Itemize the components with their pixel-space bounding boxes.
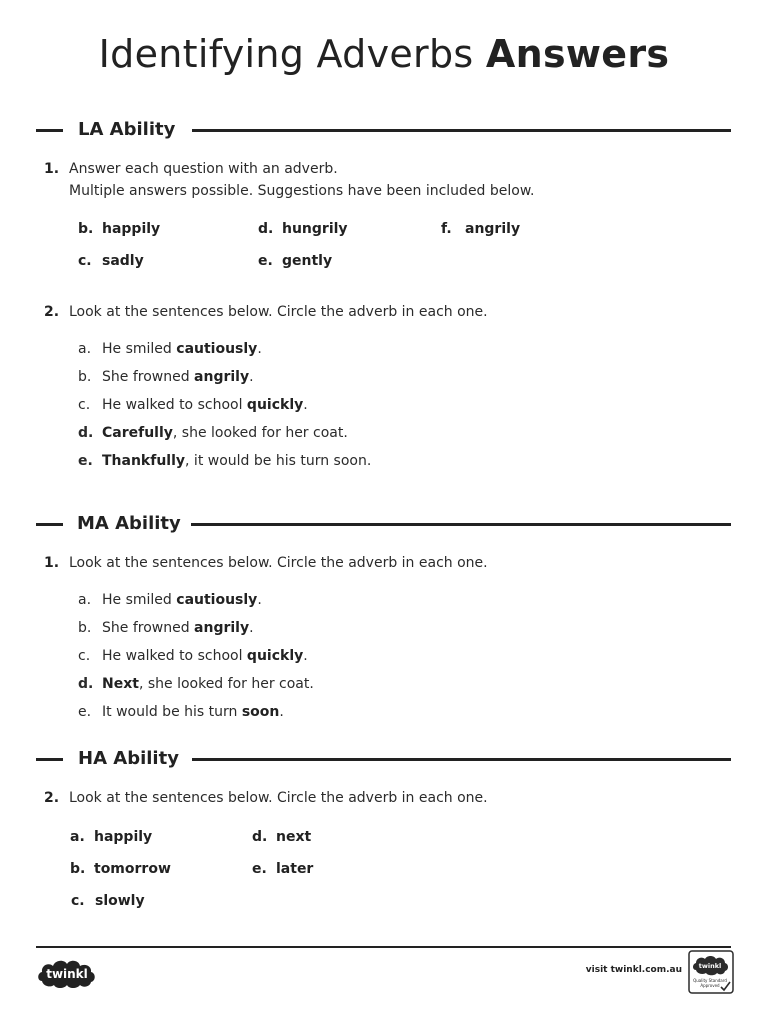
sentence-item: b. She frowned angrily.	[78, 369, 254, 385]
heading-lead-line	[36, 129, 63, 132]
la-section-heading	[36, 116, 731, 146]
svg-text:twinkl: twinkl	[698, 962, 722, 970]
sentence-item: c. He walked to school quickly.	[78, 397, 308, 413]
answer-item: a. happily	[70, 829, 153, 845]
sentence-item: e. It would be his turn soon.	[78, 704, 284, 720]
heading-rule	[192, 758, 731, 761]
ma-section-heading	[36, 510, 731, 540]
sentence-item: a. He smiled cautiously.	[78, 341, 262, 357]
answer-item: d. hungrily	[258, 221, 348, 237]
question-number: 1.	[44, 555, 60, 571]
svg-text:Approved: Approved	[700, 983, 720, 988]
la-question-1	[44, 161, 534, 199]
svg-text:twinkl: twinkl	[46, 967, 88, 981]
section-title: MA Ability	[77, 513, 181, 534]
question-number: 2.	[44, 790, 60, 806]
question-text: Look at the sentences below. Circle the adverb in each one.	[69, 304, 488, 320]
ma-question-1	[44, 555, 488, 571]
sentence-item: b. She frowned angrily.	[78, 620, 254, 636]
answer-item: b. tomorrow	[70, 861, 171, 877]
svg-text:Quality Standard: Quality Standard	[693, 978, 727, 983]
sentence-item: e. Thankfully, it would be his turn soon.	[78, 453, 372, 469]
answer-item: c. slowly	[71, 893, 145, 909]
question-number: 1.	[44, 161, 60, 177]
sentence-item: a. He smiled cautiously.	[78, 592, 262, 608]
heading-rule	[191, 523, 731, 526]
heading-lead-line	[36, 523, 63, 526]
answer-item: e. gently	[258, 253, 333, 269]
question-text: Look at the sentences below. Circle the adverb in each one.	[69, 790, 488, 806]
sentence-item: c. He walked to school quickly.	[78, 648, 308, 664]
question-text: Answer each question with an adverb.	[69, 161, 338, 177]
question-text-line2: Multiple answers possible. Suggestions have been included below.	[69, 183, 535, 199]
answer-item: f. angrily	[441, 221, 521, 237]
answer-item: b. happily	[78, 221, 161, 237]
footer-rule	[36, 946, 731, 948]
page-title: Identifying Adverbs Answers	[98, 32, 670, 76]
ha-question-2	[44, 790, 488, 806]
question-text: Look at the sentences below. Circle the adverb in each one.	[69, 555, 488, 571]
question-number: 2.	[44, 304, 60, 320]
heading-rule	[192, 129, 731, 132]
heading-lead-line	[36, 758, 63, 761]
answer-item: d. next	[252, 829, 312, 845]
la-question-2	[44, 304, 488, 320]
section-title: LA Ability	[78, 119, 176, 140]
sentence-item: d. Next, she looked for her coat.	[78, 676, 314, 692]
ha-section-heading	[36, 745, 731, 775]
quality-badge	[688, 950, 734, 994]
visit-link[interactable]: visit twinkl.com.au	[585, 965, 682, 975]
twinkl-logo[interactable]	[36, 955, 98, 991]
section-title: HA Ability	[78, 748, 179, 769]
answer-item: c. sadly	[78, 253, 144, 269]
answer-item: e. later	[252, 861, 314, 877]
sentence-item: d. Carefully, she looked for her coat.	[78, 425, 348, 441]
